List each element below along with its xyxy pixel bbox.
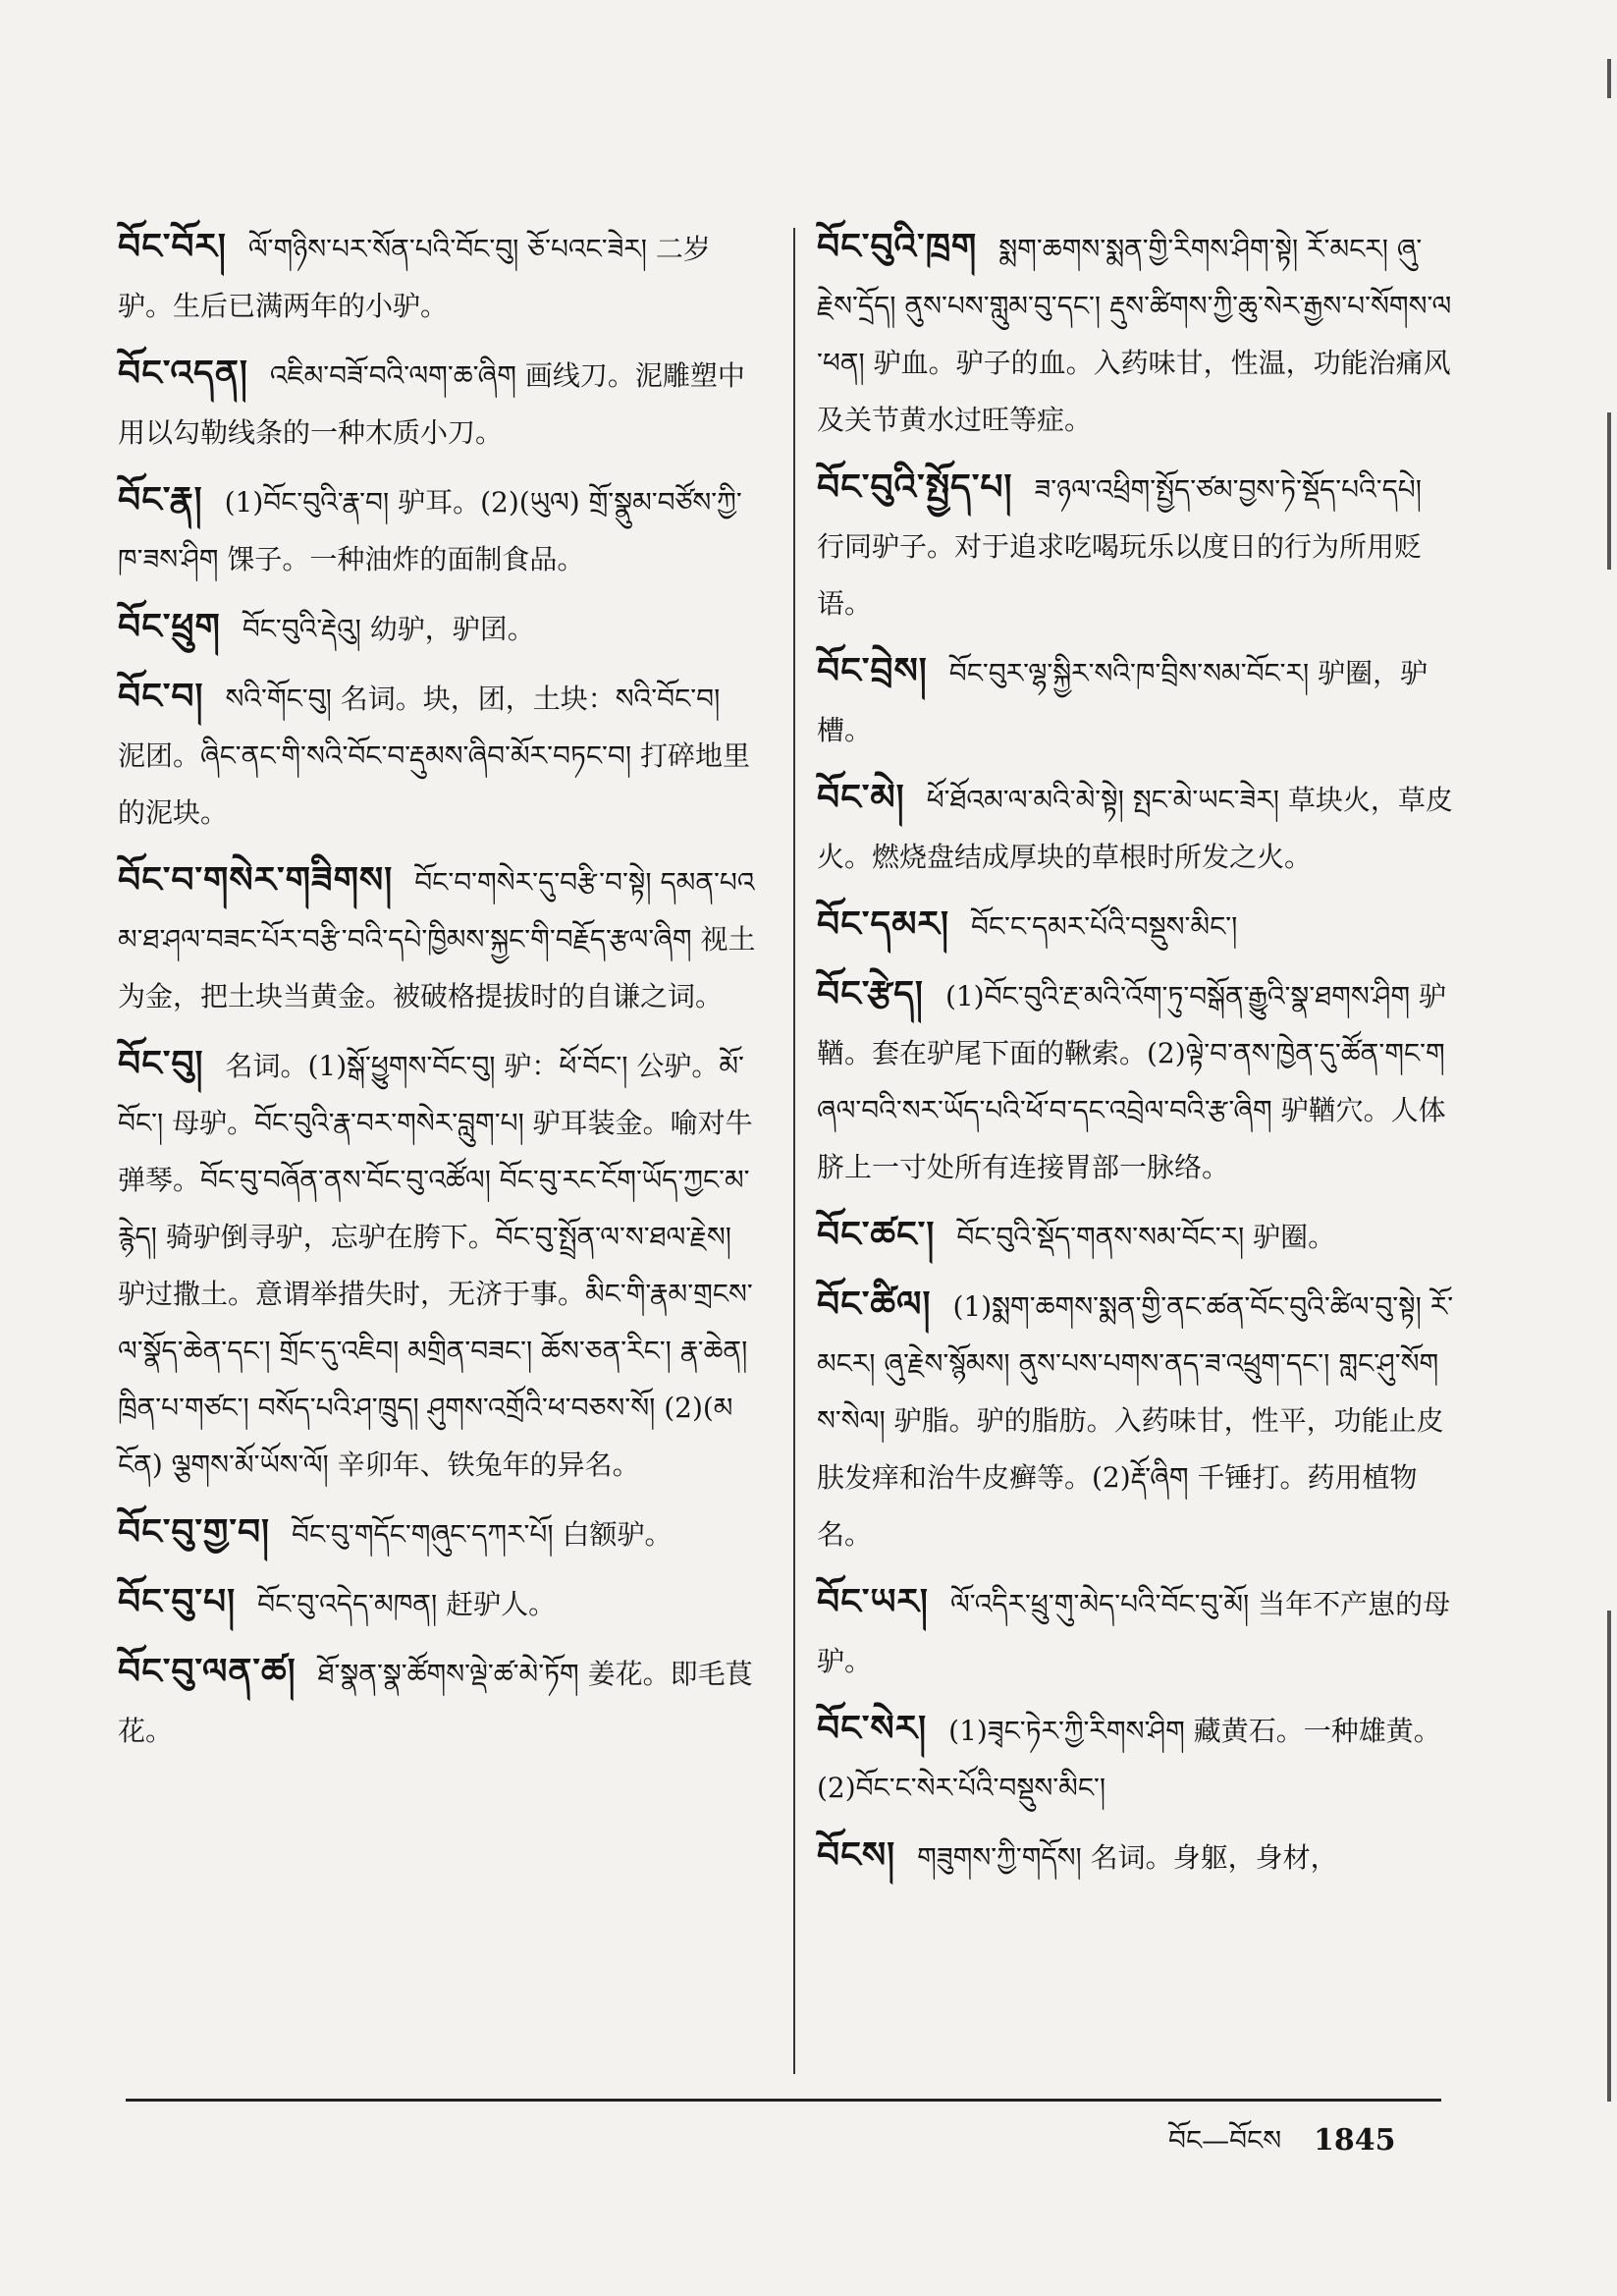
entry-headword: བོང་བྲེས། <box>817 650 928 691</box>
left-column <box>118 218 756 1770</box>
entry-body <box>817 965 1455 1196</box>
entry-headword: བོངས། <box>817 1834 896 1876</box>
margin-mark <box>1607 1611 1611 2102</box>
entry-body <box>118 1643 756 1760</box>
entry-body <box>118 598 756 658</box>
entry-definition: སའི་གོང་བུ། 名词。块，团，土块：སའི་བོང་བ། 泥团。ཞིང་ནང་གི་སའི་བོང་བ་རྡུམས་ཞིབ་མོར་བཏང་བ། 打碎地里的泥块。 <box>118 683 750 829</box>
entry-body <box>817 1700 1455 1817</box>
entry-body <box>817 218 1455 449</box>
entry-body <box>118 1503 756 1563</box>
dictionary-entry <box>118 345 756 462</box>
entry-body <box>118 668 756 842</box>
margin-mark <box>1607 412 1611 570</box>
dictionary-entry <box>817 1276 1455 1563</box>
entry-body <box>118 1035 756 1494</box>
dictionary-entry <box>817 218 1455 449</box>
dictionary-entry <box>817 1206 1455 1266</box>
page-number: 1845 <box>1314 2123 1396 2158</box>
entry-definition: ལོ་གཉིས་པར་སོན་པའི་བོང་བུ། ཅོ་པའང་ཟེར། 二岁驴。生后已满两年的小驴。 <box>118 233 711 322</box>
dictionary-entry <box>817 965 1455 1196</box>
entry-body <box>817 459 1455 632</box>
entry-headword: བོང་བུའི་ཁྲག <box>817 226 978 267</box>
entry-headword: བོང་སེར། <box>817 1708 928 1749</box>
dictionary-entry <box>118 851 756 1025</box>
entry-body <box>817 1827 1455 1886</box>
entry-headword: བོང་རྣ། <box>118 479 203 520</box>
entry-body <box>817 769 1455 886</box>
entry-body <box>817 896 1455 956</box>
dictionary-entry <box>817 1573 1455 1690</box>
entry-headword: བོང་བ། <box>118 676 204 717</box>
entry-headword: བོང་ཚང་། <box>817 1214 936 1255</box>
entry-definition: (1)བོང་བུའི་རྣ་བ། 驴耳。(2)(ཡུལ) གྲོ་སྣུམ་བཙོས་ཀྱི་ཁ་ཟས་ཤིག 馃子。一种油炸的面制食品。 <box>118 486 742 575</box>
dictionary-entry <box>118 218 756 335</box>
dictionary-entry <box>817 896 1455 956</box>
entry-body <box>817 1206 1455 1266</box>
entry-body <box>817 642 1455 759</box>
entry-body <box>817 1276 1455 1563</box>
entry-headword: བོང་བུ་གྱ་བ། <box>118 1511 271 1553</box>
page-footer <box>1168 2109 1396 2187</box>
entry-headword: བོང་བུའི་སྤྱོད་པ། <box>817 466 1013 508</box>
entry-body <box>118 218 756 335</box>
entry-definition: འཇིམ་བཟོ་བའི་ལག་ཆ་ཞིག 画线刀。泥雕塑中用以勾勒线条的一种木质小刀。 <box>118 359 745 449</box>
entry-definition: བོང་བུ་གདོང་གཞུང་དཀར་པོ། 白额驴。 <box>292 1518 673 1551</box>
entry-body <box>118 851 756 1025</box>
entry-definition: བོང་བུར་ལྷ་སྐྱིར་སའི་ཁ་བྲིས་སམ་བོང་ར། 驴圈，驴槽。 <box>817 657 1428 746</box>
entry-definition: (1)སྨག་ཆགས་སྨན་གྱི་ནང་ཚན་བོང་བུའི་ཚིལ་བུ་སྟེ། རོ་མངར། ཞུ་རྗེས་སྙོམས། ནུས་པས་པགས་ནད་ཟ་འཕྲུག་དང་། གླང་ཤུ་སོགས་སེལ། 驴脂。驴的脂肪。入药味甘，性平，功能止皮肤发痒和治牛皮癣等。(2)རྡོ་ཞིག 千锤打。药用植物名。 <box>817 1290 1454 1551</box>
entry-definition: ཕོ་ཐོའམ་ལ་མའི་མེ་སྟེ། སྤང་མེ་ཡང་ཟེར། 草块火，草皮火。燃烧盘结成厚块的草根时所发之火。 <box>817 784 1453 873</box>
entry-definition: སྨག་ཆགས་སྨན་གྱི་རིགས་ཤིག་སྟེ། རོ་མངར། ཞུ་རྗེས་དྲོད། ནུས་པས་གླུམ་བུ་དང་། རྡུས་ཚིགས་ཀྱི་ཆུ་སེར་རྒྱས་པ་སོགས་ལ་ཕན། 驴血。驴子的血。入药味甘，性温，功能治痛风及关节黄水过旺等症。 <box>817 233 1452 436</box>
entry-definition: བོང་བུའི་སྡོད་གནས་སམ་བོང་ར། 驴圈。 <box>956 1221 1336 1253</box>
dictionary-entry <box>817 769 1455 886</box>
dictionary-entry <box>118 668 756 842</box>
entry-headword: བོང་ཕྲུག <box>118 606 221 647</box>
entry-headword: བོང་བོར། <box>118 226 227 267</box>
dictionary-entry <box>817 1827 1455 1886</box>
entry-body <box>118 471 756 588</box>
entry-definition: ཟ་ཉལ་འཕྲིག་སྤྱོད་ཙམ་བྱས་ཏེ་སྡོད་པའི་དཔེ། 行同驴子。对于追求吃喝玩乐以度日的行为所用贬语。 <box>817 473 1423 620</box>
entry-headword: བོང་དམར། <box>817 903 949 945</box>
dictionary-entry <box>118 1503 756 1563</box>
headword-range: བོང—བོངས <box>1168 2124 1282 2157</box>
entry-definition: བོང་བ་གསེར་དུ་བརྩི་བ་སྟེ། དམན་པའམ་ཐ་ཤལ་བཟང་པོར་བརྩི་བའི་དཔེ་ཁྱིམས་སྐྱང་གི་བརྗོད་རྩལ་ཞིག 视土为金，把土块当黄金。被破格提拔时的自谦之词。 <box>118 866 756 1012</box>
right-column <box>817 218 1455 1896</box>
dictionary-entry <box>118 598 756 658</box>
entry-headword: བོང་བ་གསེར་གཟིགས། <box>118 859 394 901</box>
entry-definition: བོང་བུ་འདེད་མཁན། 赶驴人。 <box>257 1588 557 1620</box>
entry-definition: (1)ཟྭང་ཏེར་ཀྱི་རིགས་ཤིག 藏黄石。一种雄黄。(2)བོང་ང་སེར་པོའི་བསྡུས་མིང་། <box>817 1715 1441 1804</box>
entry-headword: བོང་བུ་ལན་ཚ། <box>118 1651 296 1692</box>
entry-definition: བོང་བུའི་རྡེའུ། 幼驴，驴囝。 <box>242 613 535 645</box>
entry-definition: བོང་ང་དམར་པོའི་བསྡུས་མིང་། <box>970 910 1238 943</box>
dictionary-entry <box>817 459 1455 632</box>
entry-headword: བོང་ཡར། <box>817 1581 929 1622</box>
bottom-rule <box>126 2099 1441 2102</box>
entry-definition: (1)བོང་བུའི་རྔ་མའི་འོག་ཏུ་བསྒོན་རྒྱུའི་སྣ་ཐགས་ཤིག 驴鞧。套在驴尾下面的鞦索。(2)ལྟེ་བ་ནས་ཁྱེན་དུ་ཚོན་གང་གཞལ་བའི་སར་ཡོད་པའི་ཕོ་བ་དང་འབྲེལ་བའི་རྩ་ཞིག 驴鞧穴。人体脐上一寸处所有连接胃部一脉络。 <box>817 980 1446 1183</box>
entry-headword: བོང་བུ་པ། <box>118 1581 237 1622</box>
entry-headword: བོང་བུ། <box>118 1043 204 1084</box>
entry-body <box>118 345 756 462</box>
entry-headword: བོང་ཚིལ། <box>817 1284 932 1325</box>
dictionary-entry <box>118 1035 756 1494</box>
entry-headword: བོང་རྩེད། <box>817 973 924 1014</box>
dictionary-entry <box>118 471 756 588</box>
entry-body <box>118 1573 756 1633</box>
dictionary-entry <box>817 1700 1455 1817</box>
entry-definition: གཟུགས་ཀྱི་གདོས། 名词。身躯，身材， <box>917 1841 1338 1874</box>
margin-mark <box>1607 59 1611 98</box>
entry-headword: བོང་མེ། <box>817 777 905 818</box>
dictionary-entry <box>118 1643 756 1760</box>
dictionary-entry <box>118 1573 756 1633</box>
dictionary-entry <box>817 642 1455 759</box>
entry-body <box>817 1573 1455 1690</box>
entry-definition: ཐོ་སྣན་སྣ་ཚོགས་ལྡེ་ཚ་མེ་ཏོག 姜花。即毛茛花。 <box>118 1658 753 1747</box>
column-divider <box>793 228 795 2074</box>
entry-headword: བོང་འདན། <box>118 353 248 394</box>
entry-definition: ལོ་འདིར་ཕྲུ་གུ་མེད་པའི་བོང་བུ་མོ། 当年不产崽的母驴。 <box>817 1588 1451 1677</box>
entry-definition: 名词。(1)སྒོ་ཕྱུགས་བོང་བུ། 驴：ཕོ་བོང་། 公驴。མོ་བོང་། 母驴。བོང་བུའི་རྣ་བར་གསེར་བླུག་པ། 驴耳装金。喻对牛弹琴。བོང་བུ་བཞོན་ནས་བོང་བུ་འཚོལ། བོང་བུ་རང་ངོག་ཡོད་ཀྱང་མ་རྙེད། 骑驴倒寻驴，忘驴在胯下。བོང་བུ་སྤྲོན་ལ་ས་ཐལ་རྗེས། 驴过撒土。意谓举措失时，无济于事。མིང་གི་རྣམ་གྲངས་ལ་སྣོད་ཆེན་དང་། གྲོང་དུ་འཇིབ། མགྲིན་བཟང་། ཆོས་ཅན་རིང་། རྣ་ཆེན། ཁྲིན་པ་གཙང་། བསོད་པའི་ཤ་ཁྲུད། ཤུགས་འགྲོའི་ཕ་བཅས་སོ། (2)(མངོན) ལྕགས་མོ་ཡོས་ལོ། 辛卯年、铁兔年的异名。 <box>118 1050 753 1481</box>
